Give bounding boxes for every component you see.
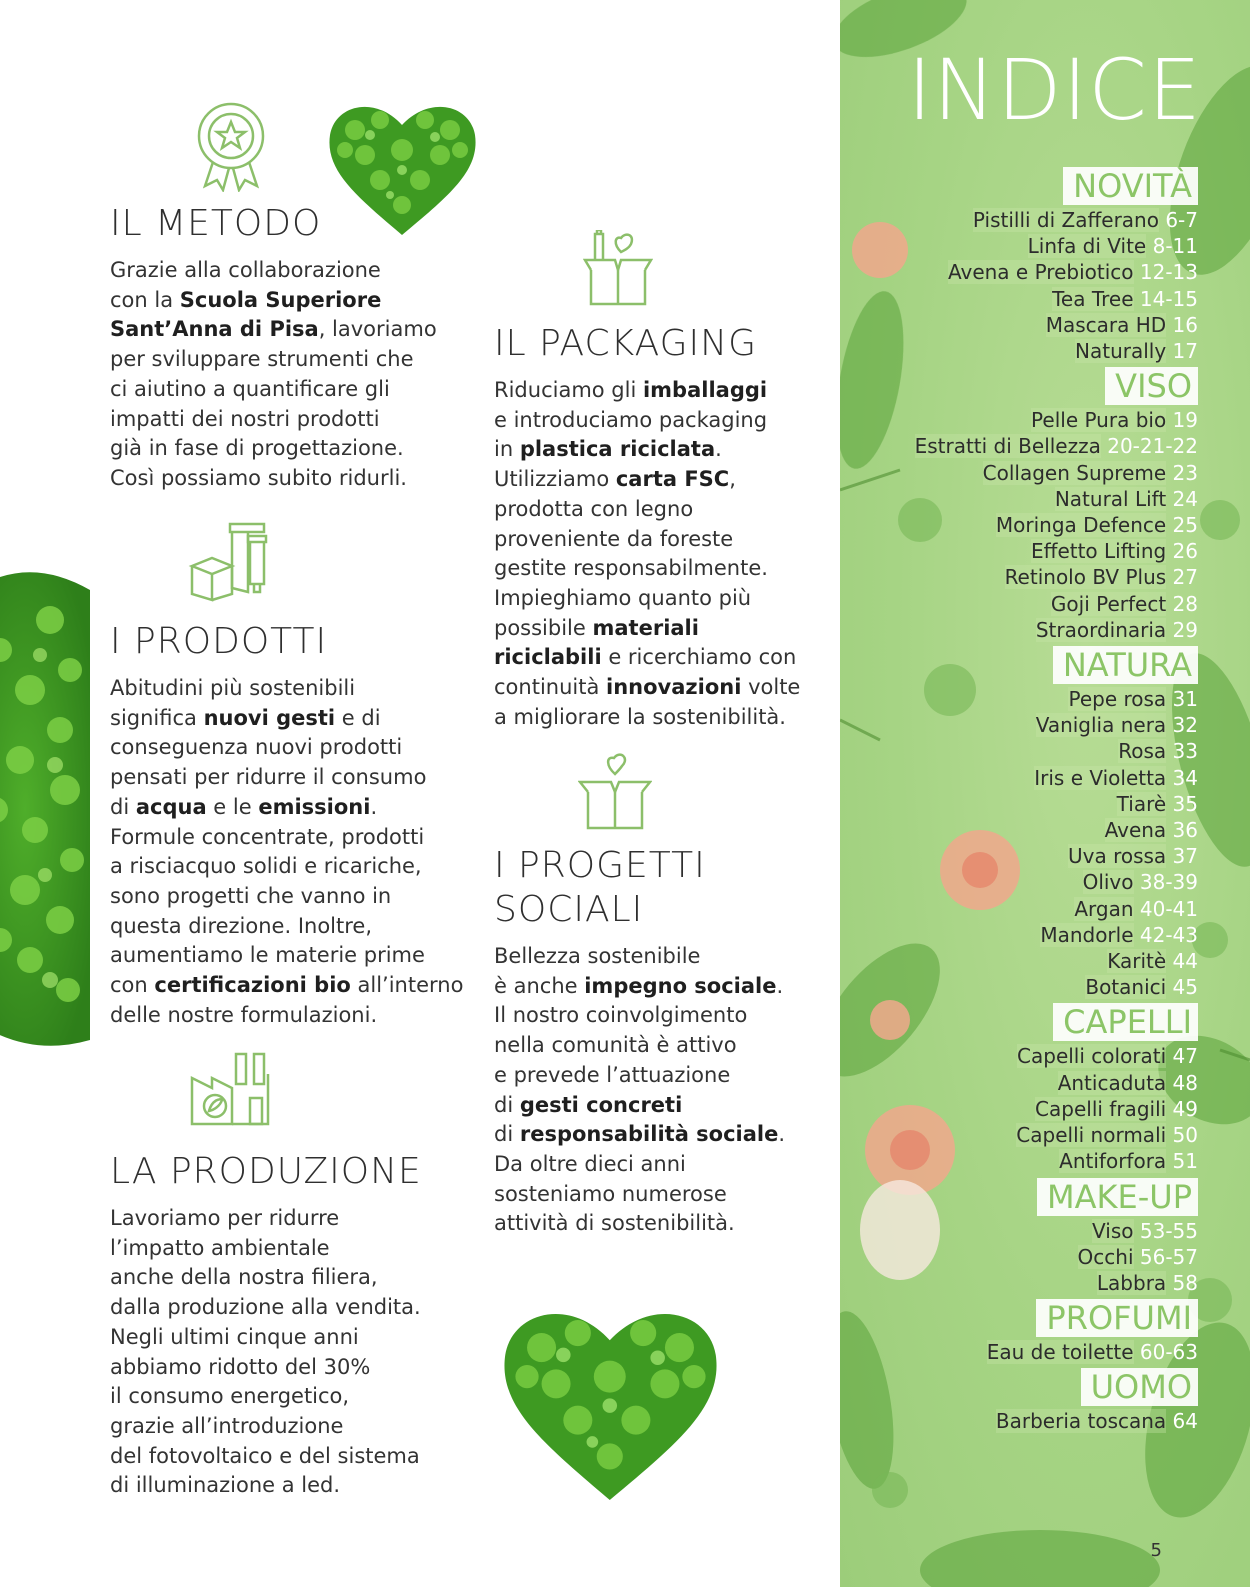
index-entry (840, 765, 1198, 791)
entry-name: Capelli normali (1016, 1123, 1167, 1148)
entry-page: 17 (1172, 339, 1198, 364)
index-entry (840, 591, 1198, 617)
entry-name: Naturally (1075, 339, 1167, 364)
entry-page: 6-7 (1165, 208, 1198, 232)
entry-name: Olivo (1082, 870, 1134, 895)
entry-name: Mascara HD (1045, 312, 1167, 337)
entry-page: 47 (1172, 1044, 1198, 1069)
entry-page: 12-13 (1139, 260, 1198, 285)
index-entry (840, 407, 1198, 433)
category-label: VISO (1105, 367, 1198, 405)
section-body: Bellezza sostenibile è anche impegno sociale. Il nostro coinvolgimento nella comunità è attivo e prevede l’attuazione di gesti concreti di responsabilità sociale. Da oltre dieci anni sosteniamo numerose attività di sostenibilità. (494, 944, 786, 1236)
entry-name: Vaniglia nera (1035, 713, 1167, 738)
entry-name: Pistilli di Zafferano (972, 208, 1159, 232)
entry-page: 58 (1172, 1270, 1198, 1295)
index-entry (840, 1270, 1198, 1296)
index-title: INDICE (907, 41, 1202, 139)
index-entry (840, 974, 1198, 1000)
entry-name: Moringa Defence (995, 513, 1167, 538)
entry-name: Linfa di Vite (1027, 234, 1147, 259)
entry-page: 36 (1172, 818, 1198, 843)
section-prodotti (110, 620, 480, 1030)
index-entry (840, 486, 1198, 512)
category-label: MAKE-UP (1037, 1178, 1198, 1216)
entry-page: 28 (1172, 591, 1198, 616)
index-entry (840, 338, 1198, 364)
index-entry (840, 1070, 1198, 1096)
index-entry (840, 712, 1198, 738)
section-body: Abitudini più sostenibili significa nuovi gesti e di conseguenza nuovi prodotti pensati per ridurre il consumo di acqua e le emissioni. Formule concentrate, prodotti a risciacquo solidi e ricariche, sono progetti che vanno in questa direzione. Inoltre, aumentiamo le materie prime con certificazioni bio all’interno delle nostre formulazioni. (110, 676, 464, 1027)
category-label: PROFUMI (1036, 1299, 1198, 1337)
section-produzione (110, 1150, 480, 1501)
entry-name: Capelli colorati (1017, 1044, 1167, 1069)
entry-name: Rosa (1118, 739, 1167, 764)
section-metodo (110, 202, 450, 494)
entry-page: 56-57 (1139, 1244, 1198, 1269)
index-entry (840, 1339, 1198, 1365)
entry-page: 64 (1172, 1409, 1198, 1434)
entry-name: Labbra (1096, 1270, 1167, 1295)
entry-page: 48 (1172, 1070, 1198, 1095)
index-entry (840, 259, 1198, 285)
award-icon (193, 100, 269, 192)
entry-page: 35 (1172, 791, 1198, 816)
entry-page: 29 (1172, 617, 1198, 642)
index-entry (840, 869, 1198, 895)
index-entry (840, 433, 1198, 459)
entry-name: Botanici (1085, 975, 1167, 1000)
section-title: I PRODOTTI (110, 621, 328, 662)
index-category (840, 167, 1198, 205)
section-title: IL PACKAGING (494, 323, 757, 364)
index-entry (840, 460, 1198, 486)
entry-page: 14-15 (1139, 286, 1198, 311)
entry-page: 42-43 (1139, 922, 1198, 947)
entry-name: Pelle Pura bio (1031, 408, 1167, 433)
entry-name: Goji Perfect (1050, 591, 1167, 616)
index-entry (840, 564, 1198, 590)
index-panel (840, 0, 1250, 1587)
index-entry (840, 207, 1198, 233)
entry-page: 60-63 (1139, 1340, 1198, 1365)
section-body: Lavoriamo per ridurre l’impatto ambientale anche della nostra filiera, dalla produzione alla vendita. Negli ultimi cinque anni abbiamo ridotto del 30% il consumo energetico, grazie all’introduzione del fotovoltaico e del sistema di illuminazione a led. (110, 1206, 421, 1498)
entry-page: 16 (1172, 312, 1198, 337)
index-category (840, 1003, 1198, 1041)
entry-name: Capelli fragili (1035, 1096, 1167, 1121)
entry-page: 34 (1172, 765, 1198, 790)
entry-page: 40-41 (1139, 896, 1198, 921)
factory-icon (190, 1048, 272, 1128)
entry-name: Tea Tree (1052, 286, 1134, 311)
entry-page: 37 (1172, 844, 1198, 869)
entry-page: 25 (1172, 513, 1198, 538)
entry-page: 50 (1172, 1123, 1198, 1148)
entry-page: 45 (1172, 975, 1198, 1000)
section-body: Grazie alla collaborazione con la Scuola Superiore Sant’Anna di Pisa, lavoriamo per sviluppare strumenti che ci aiutino a quantificare gli impatti dei nostri prodotti già in fase di progettazione. Così possiamo subito ridurli. (110, 258, 437, 490)
entry-page: 8-11 (1152, 234, 1198, 259)
section-title: I PROGETTI SOCIALI (494, 845, 706, 930)
entry-name: Iris e Violetta (1034, 765, 1167, 790)
entry-name: Eau de toilette (986, 1340, 1134, 1365)
entry-name: Tiarè (1116, 791, 1167, 816)
entry-page: 51 (1172, 1149, 1198, 1174)
index-entry (840, 1218, 1198, 1244)
entry-name: Uva rossa (1067, 844, 1167, 869)
entry-page: 49 (1172, 1096, 1198, 1121)
index-entry (840, 791, 1198, 817)
category-label: NATURA (1053, 646, 1198, 684)
entry-name: Argan (1074, 896, 1134, 921)
entry-page: 31 (1172, 687, 1198, 712)
index-entry (840, 312, 1198, 338)
index-entry (840, 1408, 1198, 1434)
entry-page: 44 (1172, 949, 1198, 974)
page-number: 5 (1150, 1540, 1162, 1561)
packaging-icon (583, 230, 653, 308)
section-title: LA PRODUZIONE (110, 1151, 422, 1192)
entry-name: Viso (1092, 1218, 1134, 1243)
leaves-decoration (0, 560, 90, 1050)
index-entry (840, 738, 1198, 764)
index-entry (840, 896, 1198, 922)
index-category (840, 1299, 1198, 1337)
entry-page: 53-55 (1139, 1218, 1198, 1243)
entry-page: 38-39 (1139, 870, 1198, 895)
entry-name: Avena (1104, 818, 1167, 843)
entry-page: 23 (1172, 460, 1198, 485)
index-category (840, 1368, 1198, 1406)
index-entry (840, 512, 1198, 538)
entry-name: Pepe rosa (1068, 687, 1167, 712)
index-entry (840, 686, 1198, 712)
index-entry (840, 1043, 1198, 1069)
index-entry (840, 817, 1198, 843)
index-entry (840, 286, 1198, 312)
index-entry (840, 1122, 1198, 1148)
index-entry (840, 1244, 1198, 1270)
entry-page: 32 (1172, 713, 1198, 738)
entry-name: Natural Lift (1054, 486, 1167, 511)
entry-name: Antiforfora (1059, 1149, 1167, 1174)
index-category (840, 1178, 1198, 1216)
index-category (840, 367, 1198, 405)
index-entry (840, 843, 1198, 869)
entry-page: 27 (1172, 565, 1198, 590)
entry-page: 20-21-22 (1107, 434, 1198, 459)
section-progetti-sociali (494, 844, 824, 1239)
entry-page: 19 (1172, 408, 1198, 433)
index-entry (840, 617, 1198, 643)
entry-name: Barberia toscana (995, 1409, 1167, 1434)
leaf-heart-icon (498, 1292, 723, 1512)
gift-box-icon (578, 752, 652, 832)
index-entry (840, 1148, 1198, 1174)
index-entry (840, 233, 1198, 259)
section-body: Riduciamo gli imballaggi e introduciamo packaging in plastica riciclata. Utilizziamo carta FSC, prodotta con legno proveniente da foreste gestite responsabilmente. Impieghiamo quanto più possibile materiali riciclabili e ricerchiamo con continuità innovazioni volte a migliorare la sostenibilità. (494, 378, 801, 729)
entry-page: 33 (1172, 739, 1198, 764)
index-list (840, 164, 1198, 1435)
entry-name: Occhi (1077, 1244, 1134, 1269)
section-packaging (494, 322, 824, 732)
entry-name: Karitè (1107, 949, 1167, 974)
products-icon (188, 520, 274, 602)
category-label: UOMO (1081, 1368, 1198, 1406)
entry-name: Retinolo BV Plus (1004, 565, 1167, 590)
index-entry (840, 922, 1198, 948)
entry-name: Anticaduta (1057, 1070, 1167, 1095)
category-label: CAPELLI (1053, 1003, 1198, 1041)
entry-page: 26 (1172, 539, 1198, 564)
entry-name: Straordinaria (1035, 617, 1167, 642)
index-entry (840, 948, 1198, 974)
entry-name: Avena e Prebiotico (947, 260, 1134, 285)
entry-name: Effetto Lifting (1031, 539, 1167, 564)
index-category (840, 646, 1198, 684)
section-title: IL METODO (110, 203, 322, 244)
entry-name: Estratti di Bellezza (914, 434, 1101, 459)
entry-page: 24 (1172, 486, 1198, 511)
entry-name: Mandorle (1040, 922, 1134, 947)
index-entry (840, 1096, 1198, 1122)
index-entry (840, 538, 1198, 564)
category-label: NOVITÀ (1063, 167, 1198, 205)
entry-name: Collagen Supreme (982, 460, 1167, 485)
